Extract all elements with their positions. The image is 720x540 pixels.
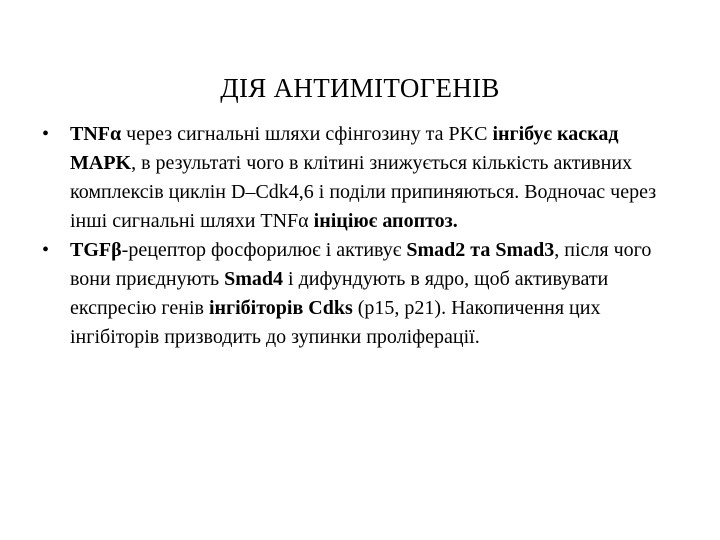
bullet-item-tnf xyxy=(40,120,680,236)
slide-title: ДІЯ АНТИМІТОГЕНІВ xyxy=(220,73,500,103)
bullet-text-segment: TNFα xyxy=(70,123,122,145)
bullet-text-segment: інгібує каскад MAPK xyxy=(70,123,619,174)
bullet-text-segment: ініціює апоптоз. xyxy=(313,210,458,232)
bullet-text-segment: Smad4 xyxy=(224,268,284,290)
bullet-text-segment: , після чого вони приєднують xyxy=(70,239,652,290)
bullet-text-segment: Smad2 та Smad3 xyxy=(406,239,555,261)
bullet-text-segment: (p15, p21). Накопичення цих інгібіторів призводить до зупинки проліферації. xyxy=(70,297,601,348)
bullet-list xyxy=(40,120,680,352)
bullet-text-segment: , в результаті чого в клітині знижується кількість активних комплексів циклін D–Cdk4,6 і поділи припиняються. Водночас через інші сигнальні шляхи TNFα xyxy=(70,152,657,232)
bullet-text-segment: -рецептор фосфорилює і активує xyxy=(121,239,407,261)
bullet-text-segment: і дифундують в ядро, щоб активувати експресію генів xyxy=(70,268,609,319)
bullet-text-segment: через сигнальні шляхи сфінгозину та PKC xyxy=(121,123,493,145)
bullet-item-tgf xyxy=(40,236,680,352)
bullet-text-segment: TGFβ xyxy=(70,239,122,261)
bullet-text-segment: інгібіторів Cdks xyxy=(208,297,353,319)
bullet-marker: • xyxy=(42,239,50,261)
bullet-marker: • xyxy=(42,123,50,145)
